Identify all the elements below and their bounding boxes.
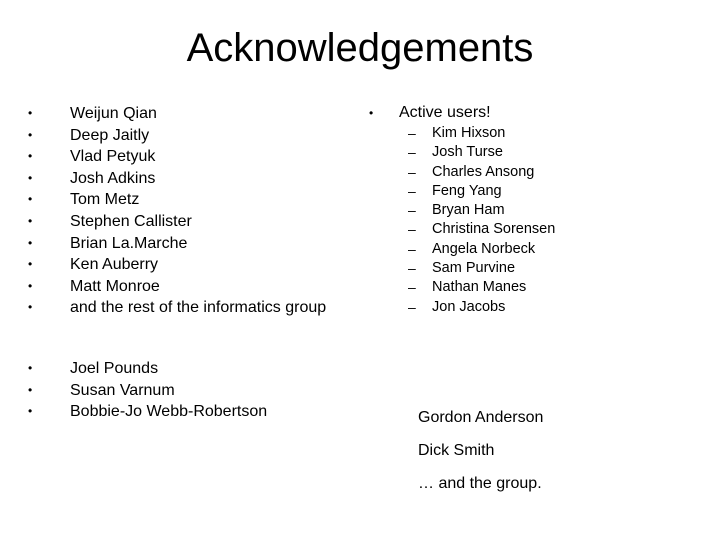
dash-icon: – — [408, 279, 416, 296]
dash-icon: – — [408, 298, 416, 315]
heading-label: Active users! — [399, 104, 491, 121]
bullet-icon: • — [28, 278, 33, 293]
person-name: Bobbie-Jo Webb-Robertson — [70, 403, 268, 421]
active-users-heading — [369, 102, 491, 124]
list-item — [408, 143, 555, 162]
dash-icon: – — [408, 240, 416, 257]
list-item — [408, 182, 555, 201]
person-name: Joel Pounds — [70, 360, 159, 377]
person-name: Feng Yang — [432, 182, 502, 199]
bullet-icon: • — [28, 404, 33, 419]
active-users-section — [369, 102, 491, 124]
list-item — [408, 240, 555, 259]
list-item — [408, 278, 555, 297]
acknowledgement-list-primary — [28, 103, 330, 319]
list-item — [408, 163, 555, 182]
list-item — [28, 254, 330, 276]
bullet-icon: • — [28, 382, 33, 397]
dash-icon: – — [408, 144, 416, 161]
person-name: Brian La.Marche — [70, 234, 188, 252]
bullet-icon: • — [28, 235, 33, 250]
bullet-icon: • — [28, 213, 33, 228]
dash-icon: – — [408, 202, 416, 219]
dash-icon: – — [408, 260, 416, 277]
person-name: Angela Norbeck — [432, 240, 536, 257]
bullet-icon: • — [28, 192, 33, 207]
list-item — [28, 146, 330, 168]
bullet-icon: • — [28, 257, 33, 272]
list-item — [28, 276, 330, 298]
bullet-icon: • — [28, 149, 33, 164]
group-note: and the rest of the informatics group — [70, 299, 327, 317]
person-name: Charles Ansong — [432, 163, 535, 180]
list-item — [28, 401, 330, 423]
person-name: Josh Adkins — [70, 169, 156, 187]
person-name: Josh Turse — [432, 144, 503, 161]
list-item — [28, 211, 330, 233]
extra-acknowledgement: … and the group. — [418, 475, 542, 492]
acknowledgement-list-secondary — [28, 358, 330, 423]
list-item — [408, 220, 556, 239]
person-name: Tom Metz — [70, 191, 140, 209]
dash-icon: – — [408, 125, 416, 141]
person-name: Weijun Qian — [70, 105, 157, 122]
bullet-icon: • — [369, 106, 374, 120]
person-name: Sam Purvine — [432, 260, 516, 277]
list-item — [408, 124, 555, 143]
dash-icon: – — [408, 163, 416, 180]
person-name: Ken Auberry — [70, 256, 159, 274]
list-item — [28, 168, 330, 190]
bullet-icon: • — [28, 127, 33, 142]
list-item — [28, 233, 330, 255]
list-item — [408, 259, 555, 278]
person-name: Stephen Callister — [70, 212, 192, 230]
dash-icon: – — [408, 182, 416, 199]
person-name: Jon Jacobs — [432, 298, 506, 315]
bullet-icon: • — [28, 170, 33, 185]
person-name: Kim Hixson — [432, 125, 506, 141]
list-item — [28, 103, 330, 125]
person-name: Susan Varnum — [70, 381, 175, 399]
person-name: Deep Jaitly — [70, 126, 150, 144]
slide-title: Acknowledgements — [186, 26, 534, 70]
list-item — [28, 380, 330, 402]
person-name: Nathan Manes — [432, 279, 527, 296]
list-item — [28, 358, 330, 380]
bullet-icon: • — [28, 361, 33, 375]
person-name: Matt Monroe — [70, 277, 160, 295]
extra-acknowledgement: Dick Smith — [418, 442, 495, 459]
dash-icon: – — [408, 221, 416, 238]
extra-acknowledgement: Gordon Anderson — [418, 409, 544, 426]
active-users-list — [408, 124, 556, 317]
person-name: Vlad Petyuk — [70, 148, 156, 166]
list-item — [408, 201, 555, 220]
list-item — [28, 125, 330, 147]
list-item — [408, 298, 555, 317]
list-item — [28, 297, 330, 319]
person-name: Christina Sorensen — [432, 221, 556, 238]
bullet-icon: • — [28, 300, 33, 315]
list-item — [28, 189, 330, 211]
person-name: Bryan Ham — [432, 202, 505, 219]
bullet-icon: • — [28, 106, 33, 120]
